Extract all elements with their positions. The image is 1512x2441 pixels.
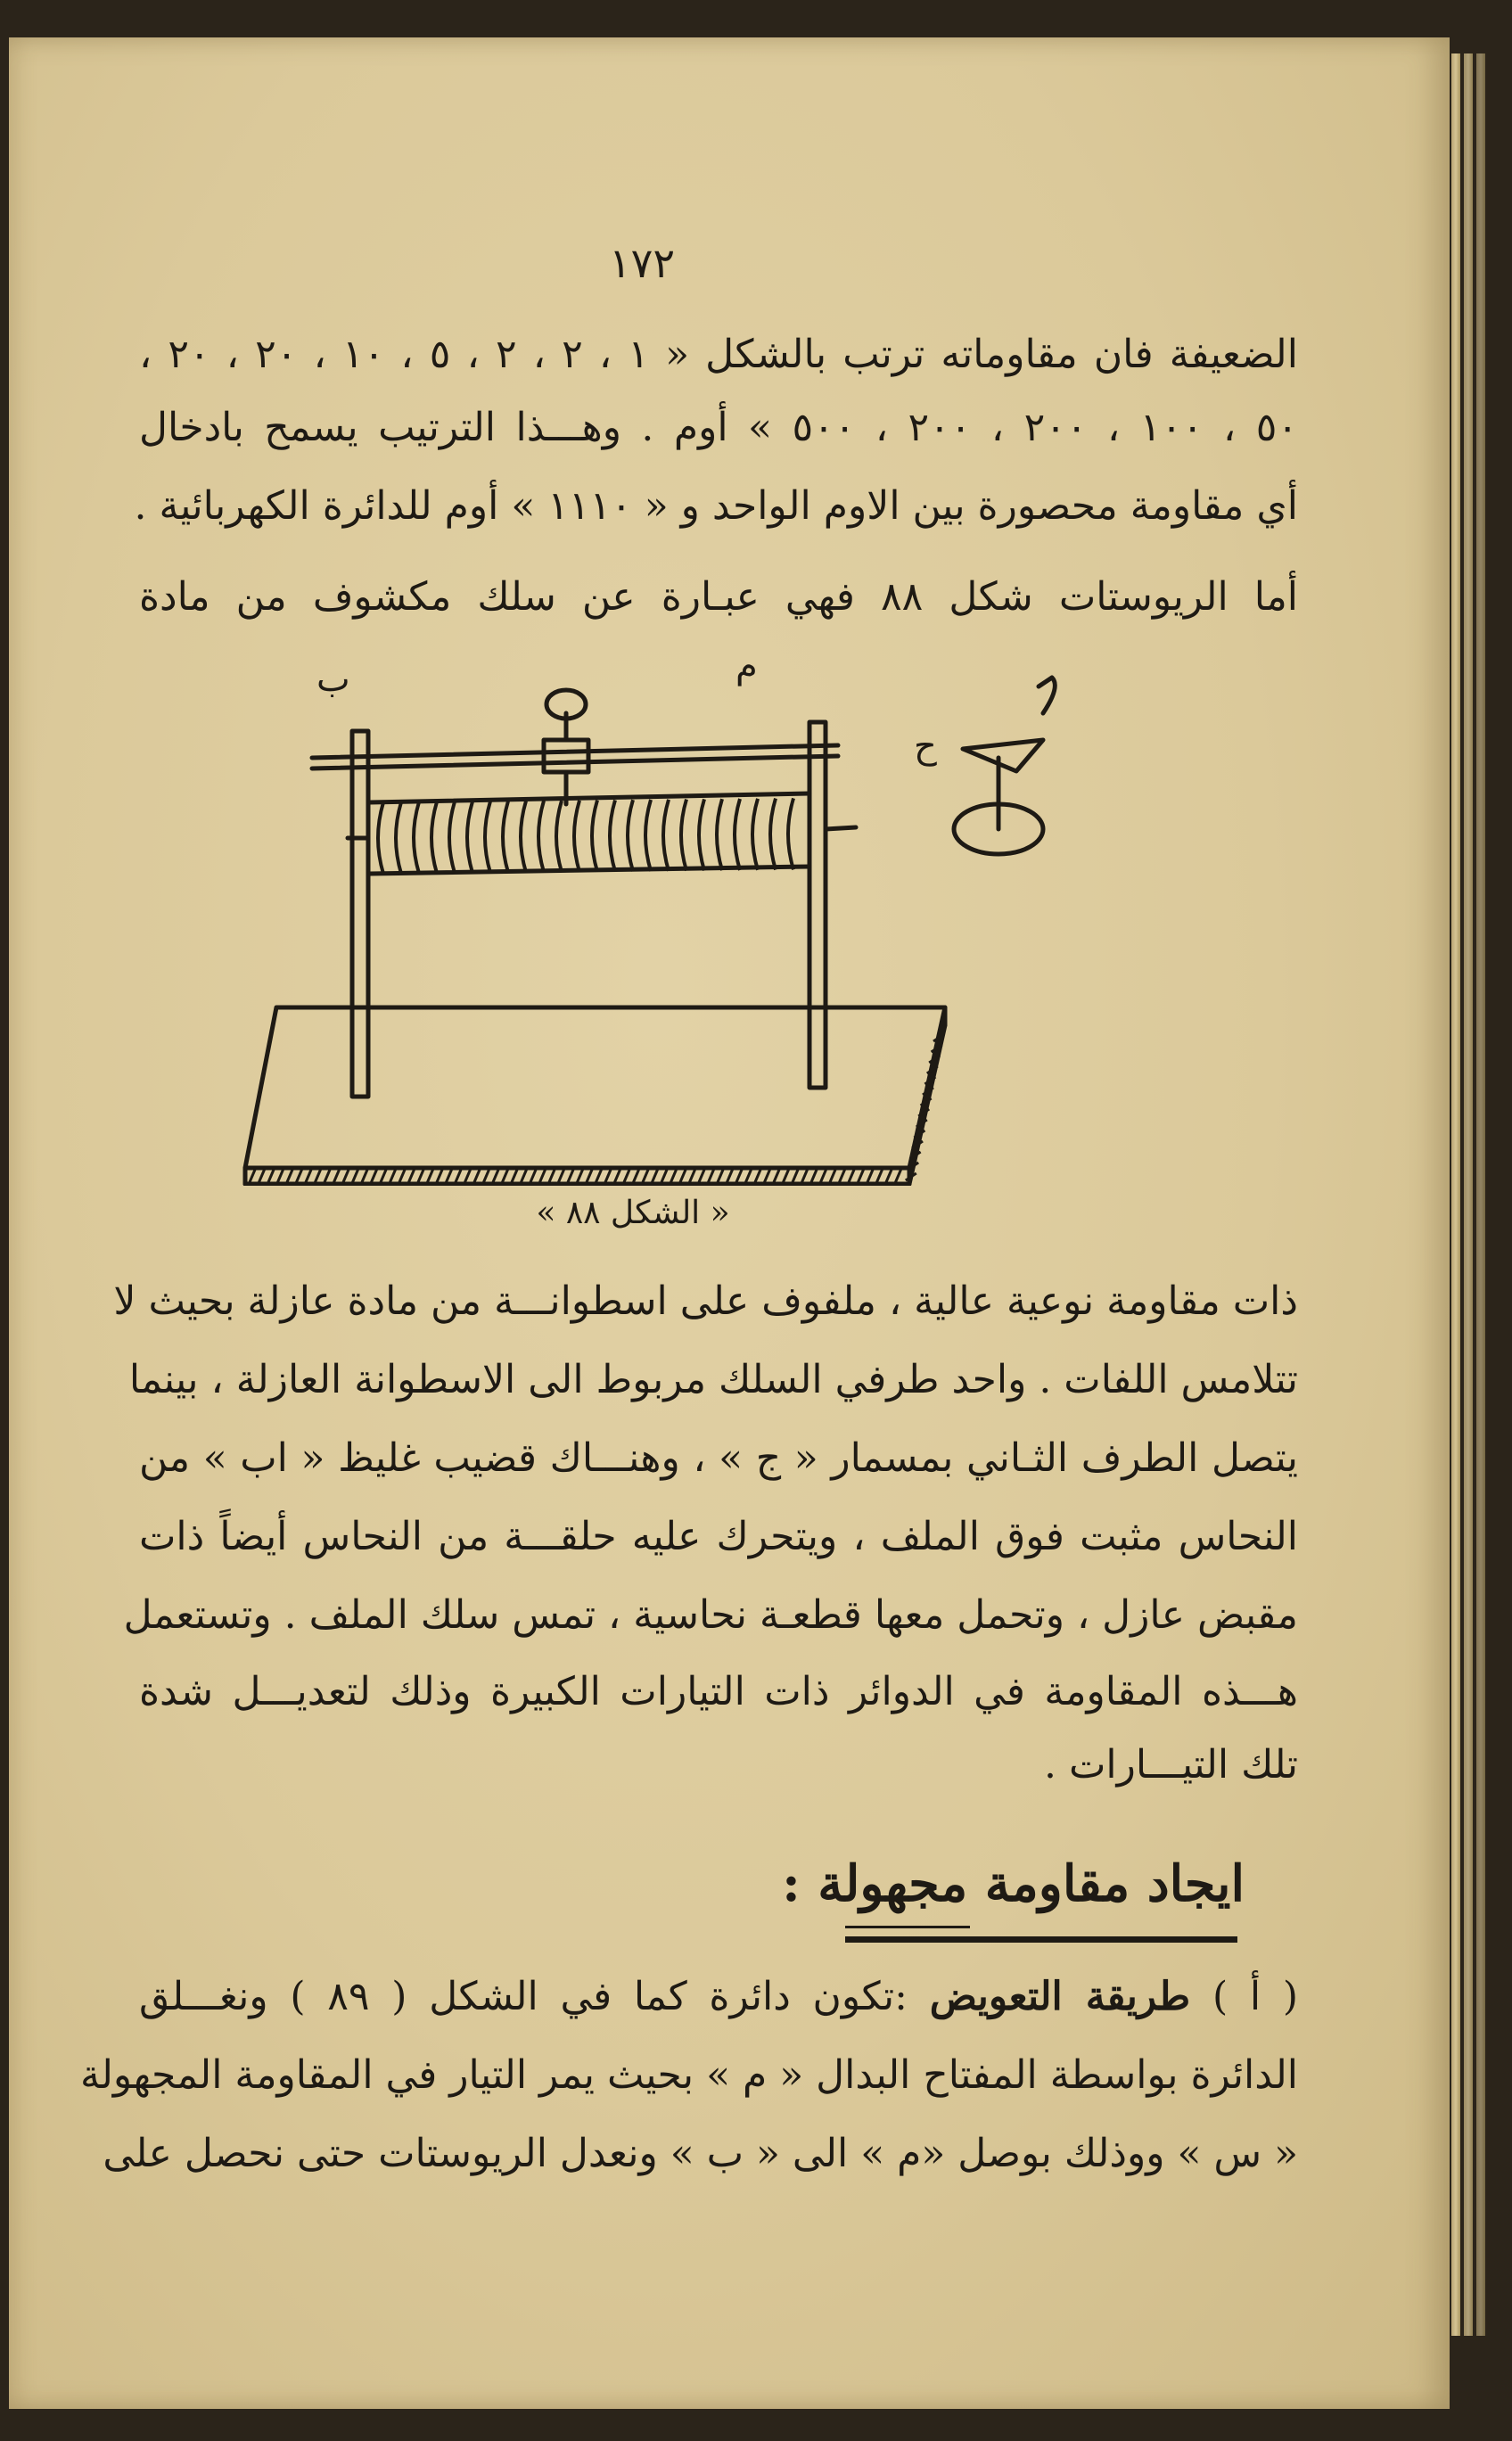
hatch-line xyxy=(259,1170,265,1182)
coil-turn xyxy=(788,798,793,869)
hatch-line xyxy=(362,1170,367,1182)
hatch-line xyxy=(474,1170,480,1182)
hatch-line xyxy=(540,1170,546,1182)
hatch-line xyxy=(465,1170,471,1182)
right-post xyxy=(809,722,826,1088)
hatch-line xyxy=(250,1170,255,1182)
method-line xyxy=(139,1970,1298,2024)
hatch-line xyxy=(821,1170,826,1182)
rheostat-figure xyxy=(214,651,1105,1186)
hatch-line xyxy=(325,1170,330,1182)
hatch-line xyxy=(736,1170,742,1182)
coil-turn xyxy=(752,799,758,870)
hatch-line xyxy=(849,1170,854,1182)
hatch-line xyxy=(530,1170,536,1182)
text-line: يتصل الطرف الثـاني بمسمار « ج » ، وهنـــاك قضيب غليظ « اب » من xyxy=(139,1435,1298,1481)
heading-underline xyxy=(845,1936,1237,1943)
text-line: مقبض عازل ، وتحمل معها قطعـة نحاسية ، تمس سلك الملف . وتستعمل xyxy=(123,1592,1298,1638)
hatch-line xyxy=(399,1170,405,1182)
coil-turn xyxy=(431,801,437,873)
coil-turn xyxy=(503,801,508,873)
page-edge xyxy=(1476,53,1485,2336)
hatch-line xyxy=(699,1170,704,1182)
coil-turn xyxy=(717,799,722,870)
text-line-last: تلك التيـــارات . xyxy=(1043,1742,1298,1788)
text-line: أما الريوستات شكل ٨٨ فهي عبـارة عن سلك مكشوف من مادة xyxy=(139,574,1298,620)
hatch-line xyxy=(774,1170,779,1182)
coil-turn xyxy=(414,802,419,874)
hatch-line xyxy=(662,1170,667,1182)
coil-turn xyxy=(699,799,704,870)
hatch-line xyxy=(390,1170,396,1182)
hatch-line xyxy=(793,1170,798,1182)
page-edge xyxy=(1464,53,1473,2336)
coil-turn xyxy=(521,801,526,872)
page-edge xyxy=(1451,53,1460,2336)
axle xyxy=(826,827,856,829)
coil-turn xyxy=(735,799,740,870)
hatch-line xyxy=(578,1170,583,1182)
hatch-line xyxy=(456,1170,461,1182)
hatch-line xyxy=(896,1170,901,1182)
hatch-line xyxy=(615,1170,620,1182)
coil-turn xyxy=(574,801,579,872)
coil-turn xyxy=(628,800,633,871)
hatch-line xyxy=(709,1170,714,1182)
hatch-line xyxy=(624,1170,629,1182)
hatch-line xyxy=(297,1170,302,1182)
hatch-line xyxy=(484,1170,489,1182)
contact-detail xyxy=(963,740,1043,771)
coil-turn xyxy=(538,801,544,872)
hatch-line xyxy=(268,1170,274,1182)
hatch-line xyxy=(784,1170,789,1182)
method-prefix: ( أ ) xyxy=(1212,1974,1298,2019)
coil-turn xyxy=(592,801,597,872)
hatch-line xyxy=(867,1170,873,1182)
label-h: ح xyxy=(914,726,937,767)
hatch-line xyxy=(727,1170,733,1182)
hatch-line xyxy=(859,1170,864,1182)
hatch-line xyxy=(522,1170,527,1182)
text-line: ذات مقاومة نوعية عالية ، ملفوف على اسطوانـــة من مادة عازلة بحيث لا xyxy=(113,1278,1298,1324)
left-post xyxy=(352,731,368,1097)
hatch-line xyxy=(512,1170,517,1182)
hatch-line xyxy=(587,1170,592,1182)
hatch-line xyxy=(653,1170,658,1182)
hatch-line xyxy=(353,1170,358,1182)
hatch-line xyxy=(343,1170,349,1182)
hatch-line xyxy=(596,1170,602,1182)
slider-block xyxy=(544,740,588,772)
hatch-line xyxy=(840,1170,845,1182)
hatch-line xyxy=(418,1170,423,1182)
heading-underline-thin xyxy=(845,1926,970,1928)
hatch-line xyxy=(334,1170,340,1182)
hatch-line xyxy=(437,1170,442,1182)
arrow-mark xyxy=(1039,678,1055,713)
coil-turn xyxy=(645,800,651,871)
hatch-line xyxy=(493,1170,498,1182)
label-m: م xyxy=(735,651,758,686)
method-rest: :تكون دائرة كما في الشكل ( ٨٩ ) ونغـــلق xyxy=(139,1974,908,2019)
coil-turn xyxy=(396,802,401,874)
text-line: الضعيفة فان مقاوماته ترتب بالشكل « ١ ، ٢ ، ٢ ، ٥ ، ١٠ ، ٢٠ ، ٢٠ ، xyxy=(139,332,1298,377)
hatch-line xyxy=(802,1170,808,1182)
hatch-line xyxy=(755,1170,760,1182)
text-line: « س » ووذلك بوصل «م » الى « ب » ونعدل الريوستات حتى نحصل على xyxy=(103,2131,1298,2176)
hatch-line xyxy=(690,1170,695,1182)
hatch-line xyxy=(886,1170,892,1182)
hatch-line xyxy=(671,1170,677,1182)
hatch-line xyxy=(306,1170,311,1182)
hatch-line xyxy=(634,1170,639,1182)
coil-turn xyxy=(485,801,490,873)
hatch-line xyxy=(447,1170,452,1182)
text-line: تتلامس اللفات . واحد طرفي السلك مربوط الى الاسطوانة العازلة ، بينما xyxy=(128,1357,1298,1402)
hatch-line xyxy=(718,1170,723,1182)
base-plate-edge xyxy=(909,1025,945,1184)
hatch-line xyxy=(605,1170,611,1182)
coil-turn xyxy=(663,800,669,871)
hatch-line xyxy=(372,1170,377,1182)
label-b: ب xyxy=(316,659,350,700)
hatch-line xyxy=(503,1170,508,1182)
hatch-line xyxy=(811,1170,817,1182)
hatch-line xyxy=(680,1170,686,1182)
hatch-line xyxy=(765,1170,770,1182)
text-line: هـــذه المقاومة في الدوائر ذات التيارات الكبيرة وذلك لتعديـــل شدة xyxy=(139,1669,1298,1714)
hatch-line xyxy=(549,1170,555,1182)
coil-turn xyxy=(556,801,562,872)
hatch-line xyxy=(409,1170,415,1182)
section-heading: ايجاد مقاومة مجهولة : xyxy=(782,1854,1245,1913)
text-line: الدائرة بواسطة المفتاح البدال « م » بحيث يمر التيار في المقاومة المجهولة xyxy=(79,2052,1298,2098)
hatch-line xyxy=(316,1170,321,1182)
hatch-line xyxy=(278,1170,284,1182)
hatch-line xyxy=(643,1170,648,1182)
coil-turn xyxy=(610,800,615,871)
hatch-line xyxy=(381,1170,386,1182)
hatch-line xyxy=(428,1170,433,1182)
page-number: ١٧٢ xyxy=(608,239,676,287)
hatch-line xyxy=(830,1170,835,1182)
method-term: طريقة التعويض xyxy=(929,1974,1191,2019)
hatch-line xyxy=(568,1170,573,1182)
coil-windings xyxy=(378,798,793,874)
text-line: أي مقاومة محصورة بين الاوم الواحد و « ١١١٠ » أوم للدائرة الكهربائية . xyxy=(134,483,1298,529)
figure-caption: « الشكل ٨٨ » xyxy=(536,1195,730,1231)
coil-turn xyxy=(449,801,455,873)
coil-outline xyxy=(370,793,809,802)
coil-turn xyxy=(378,802,383,874)
hatch-line xyxy=(287,1170,292,1182)
text-line: ٥٠ ، ١٠٠ ، ٢٠٠ ، ٢٠٠ ، ٥٠٠ » أوم . وهـــذا الترتيب يسمح بادخال xyxy=(139,405,1298,450)
coil-turn xyxy=(681,800,686,871)
text-line: النحاس مثبت فوق الملف ، ويتحرك عليه حلقـــة من النحاس أيضاً ذات xyxy=(139,1514,1298,1559)
coil-turn xyxy=(467,801,472,873)
hatch-line xyxy=(746,1170,752,1182)
hatch-line xyxy=(877,1170,883,1182)
coil-turn xyxy=(770,799,776,870)
hatch-line xyxy=(559,1170,564,1182)
